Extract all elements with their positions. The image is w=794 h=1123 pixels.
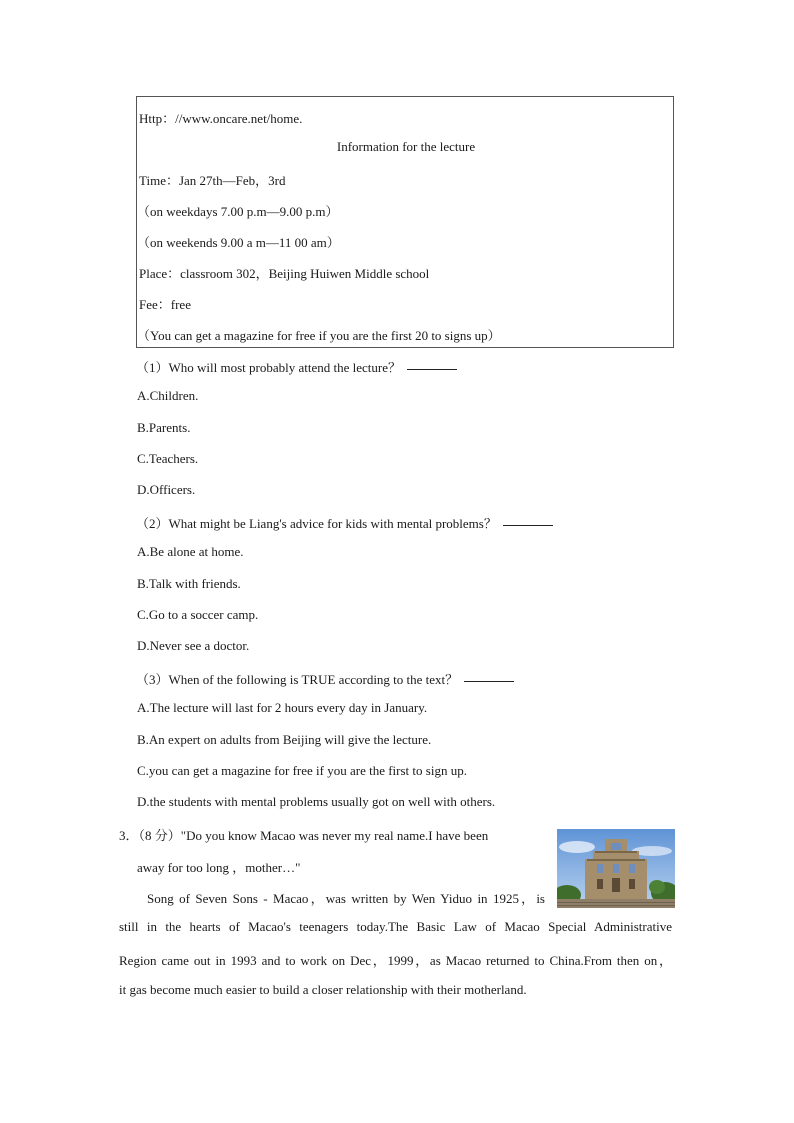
section-3-quote-1: "Do you know Macao was never my real name.I have been	[180, 828, 489, 843]
section-3-heading	[119, 825, 488, 844]
question-1-text: （1）Who will most probably attend the lecture？	[136, 360, 401, 375]
question-1-option-d: D.Officers.	[137, 482, 196, 497]
question-3-stem	[136, 669, 514, 688]
question-2-stem	[136, 513, 553, 532]
question-1-option-c: C.Teachers.	[137, 451, 199, 466]
answer-blank	[407, 368, 457, 370]
answer-blank	[503, 524, 553, 526]
notice-weekdays: （on weekdays 7.00 p.m—9.00 p.m）	[137, 204, 339, 219]
lecture-notice-box	[136, 96, 674, 348]
notice-place: Place：classroom 302，Beijing Huiwen Middle school	[139, 266, 430, 281]
ruins-of-st-paul-photo	[557, 829, 675, 908]
section-3-paragraph-line-4: it gas become much easier to build a closer relationship with their motherland.	[119, 982, 527, 997]
section-3-quote-2: away for too long ，mother…"	[137, 860, 301, 875]
question-3-option-c: C.you can get a magazine for free if you are the first to sign up.	[137, 763, 467, 778]
question-2-option-b: B.Talk with friends.	[137, 576, 241, 591]
notice-title: Information for the lecture	[336, 139, 476, 154]
question-2-option-c: C.Go to a soccer camp.	[137, 607, 259, 622]
notice-fee: Fee：free	[139, 297, 191, 312]
question-2-option-a: A.Be alone at home.	[137, 544, 244, 559]
notice-url: Http：//www.oncare.net/home.	[139, 111, 303, 126]
notice-time: Time：Jan 27th—Feb，3rd	[139, 173, 286, 188]
answer-blank	[464, 680, 514, 682]
notice-weekends: （on weekends 9.00 a m—11 00 am）	[137, 235, 340, 250]
question-1-option-b: B.Parents.	[137, 420, 191, 435]
question-3-option-a: A.The lecture will last for 2 hours every day in January.	[137, 700, 428, 715]
section-3-paragraph-line-3: Region came out in 1993 and to work on Dec，1999，as Macao returned to China.From then on，	[119, 953, 672, 968]
section-3-paragraph-line-2: still in the hearts of Macao's teenagers today.The Basic Law of Macao Special Administrative	[119, 919, 672, 934]
question-2-text: （2）What might be Liang's advice for kids with mental problems？	[136, 516, 497, 531]
question-3-text: （3）When of the following is TRUE according to the text？	[136, 672, 459, 687]
question-2-option-d: D.Never see a doctor.	[137, 638, 250, 653]
notice-note: （You can get a magazine for free if you are the first 20 to signs up）	[137, 328, 501, 343]
question-3-option-d: D.the students with mental problems usually got on well with others.	[137, 794, 496, 809]
section-3-number: 3．（8 分）	[119, 828, 181, 843]
section-3-paragraph-line-1: Song of Seven Sons - Macao，was written by Wen Yiduo in 1925，is	[147, 891, 545, 906]
question-1-stem	[136, 357, 457, 376]
question-3-option-b: B.An expert on adults from Beijing will give the lecture.	[137, 732, 432, 747]
question-1-option-a: A.Children.	[137, 388, 199, 403]
